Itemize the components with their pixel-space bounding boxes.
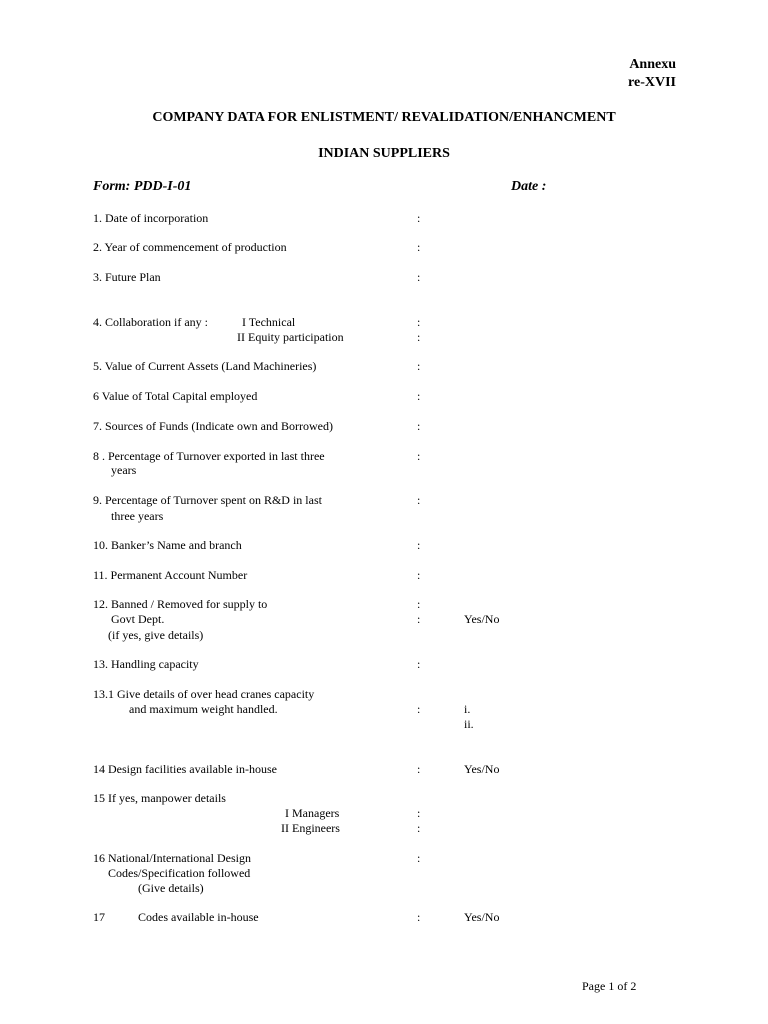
- colon: :: [417, 762, 421, 776]
- annexure-line2: re-XVII: [628, 75, 676, 90]
- item-future-plan: 3. Future Plan: [93, 270, 161, 284]
- item-turnover-rnd: 9. Percentage of Turnover spent on R&D in last: [93, 493, 322, 507]
- answer-roman-1: i.: [464, 702, 471, 716]
- colon: :: [417, 657, 421, 671]
- page-number: Page 1 of 2: [582, 979, 637, 993]
- item-banned-details: (if yes, give details): [108, 628, 204, 642]
- item-design-codes-details: (Give details): [138, 881, 204, 895]
- colon: :: [417, 821, 421, 835]
- item-cranes-capacity: 13.1 Give details of over head cranes capacity: [93, 687, 315, 701]
- item-turnover-rnd-cont: three years: [111, 509, 164, 523]
- item-manpower: 15 If yes, manpower details: [93, 791, 226, 805]
- page-subtitle: INDIAN SUPPLIERS: [318, 146, 450, 161]
- colon: :: [417, 449, 421, 463]
- answer-yes-no: Yes/No: [464, 762, 500, 776]
- item-collaboration-equity: II Equity participation: [237, 330, 344, 344]
- colon: :: [417, 806, 421, 820]
- page-title: COMPANY DATA FOR ENLISTMENT/ REVALIDATION/ENHANCMENT: [152, 110, 616, 125]
- item-banker-name: 10. Banker’s Name and branch: [93, 538, 242, 552]
- item-year-of-commencement: 2. Year of commencement of production: [93, 240, 287, 254]
- item-codes-in-house: Codes available in-house: [138, 910, 259, 924]
- colon: :: [417, 568, 421, 582]
- item-banned-govt: Govt Dept.: [111, 612, 165, 626]
- item-17-number: 17: [93, 910, 105, 924]
- item-design-codes: 16 National/International Design: [93, 851, 251, 865]
- date-label: Date :: [511, 179, 547, 194]
- item-manpower-managers: I Managers: [285, 806, 340, 820]
- colon: :: [417, 612, 421, 626]
- answer-roman-2: ii.: [464, 717, 474, 731]
- item-current-assets: 5. Value of Current Assets (Land Machineries): [93, 359, 317, 373]
- item-banned: 12. Banned / Removed for supply to: [93, 597, 268, 611]
- item-date-of-incorporation: 1. Date of incorporation: [93, 211, 209, 225]
- answer-yes-no: Yes/No: [464, 910, 500, 924]
- colon: :: [417, 240, 421, 254]
- colon: :: [417, 359, 421, 373]
- item-collaboration: 4. Collaboration if any :: [93, 315, 208, 329]
- colon: :: [417, 538, 421, 552]
- item-total-capital: 6 Value of Total Capital employed: [93, 389, 258, 403]
- item-pan: 11. Permanent Account Number: [93, 568, 248, 582]
- form-number: Form: PDD-I-01: [93, 179, 192, 194]
- annexure-line1: Annexu: [629, 57, 676, 72]
- colon: :: [417, 493, 421, 507]
- colon: :: [417, 330, 421, 344]
- item-turnover-exported-cont: years: [111, 463, 137, 477]
- item-manpower-engineers: II Engineers: [281, 821, 340, 835]
- item-sources-of-funds: 7. Sources of Funds (Indicate own and Borrowed): [93, 419, 333, 433]
- colon: :: [417, 270, 421, 284]
- colon: :: [417, 419, 421, 433]
- item-turnover-exported: 8 . Percentage of Turnover exported in last three: [93, 449, 325, 463]
- colon: :: [417, 597, 421, 611]
- item-collaboration-technical: I Technical: [242, 315, 296, 329]
- colon: :: [417, 910, 421, 924]
- colon: :: [417, 315, 421, 329]
- answer-yes-no: Yes/No: [464, 612, 500, 626]
- item-design-facilities: 14 Design facilities available in-house: [93, 762, 277, 776]
- colon: :: [417, 851, 421, 865]
- colon: :: [417, 702, 421, 716]
- item-handling-capacity: 13. Handling capacity: [93, 657, 199, 671]
- item-design-codes-cont: Codes/Specification followed: [108, 866, 251, 880]
- item-cranes-capacity-cont: and maximum weight handled.: [129, 702, 278, 716]
- colon: :: [417, 389, 421, 403]
- colon: :: [417, 211, 421, 225]
